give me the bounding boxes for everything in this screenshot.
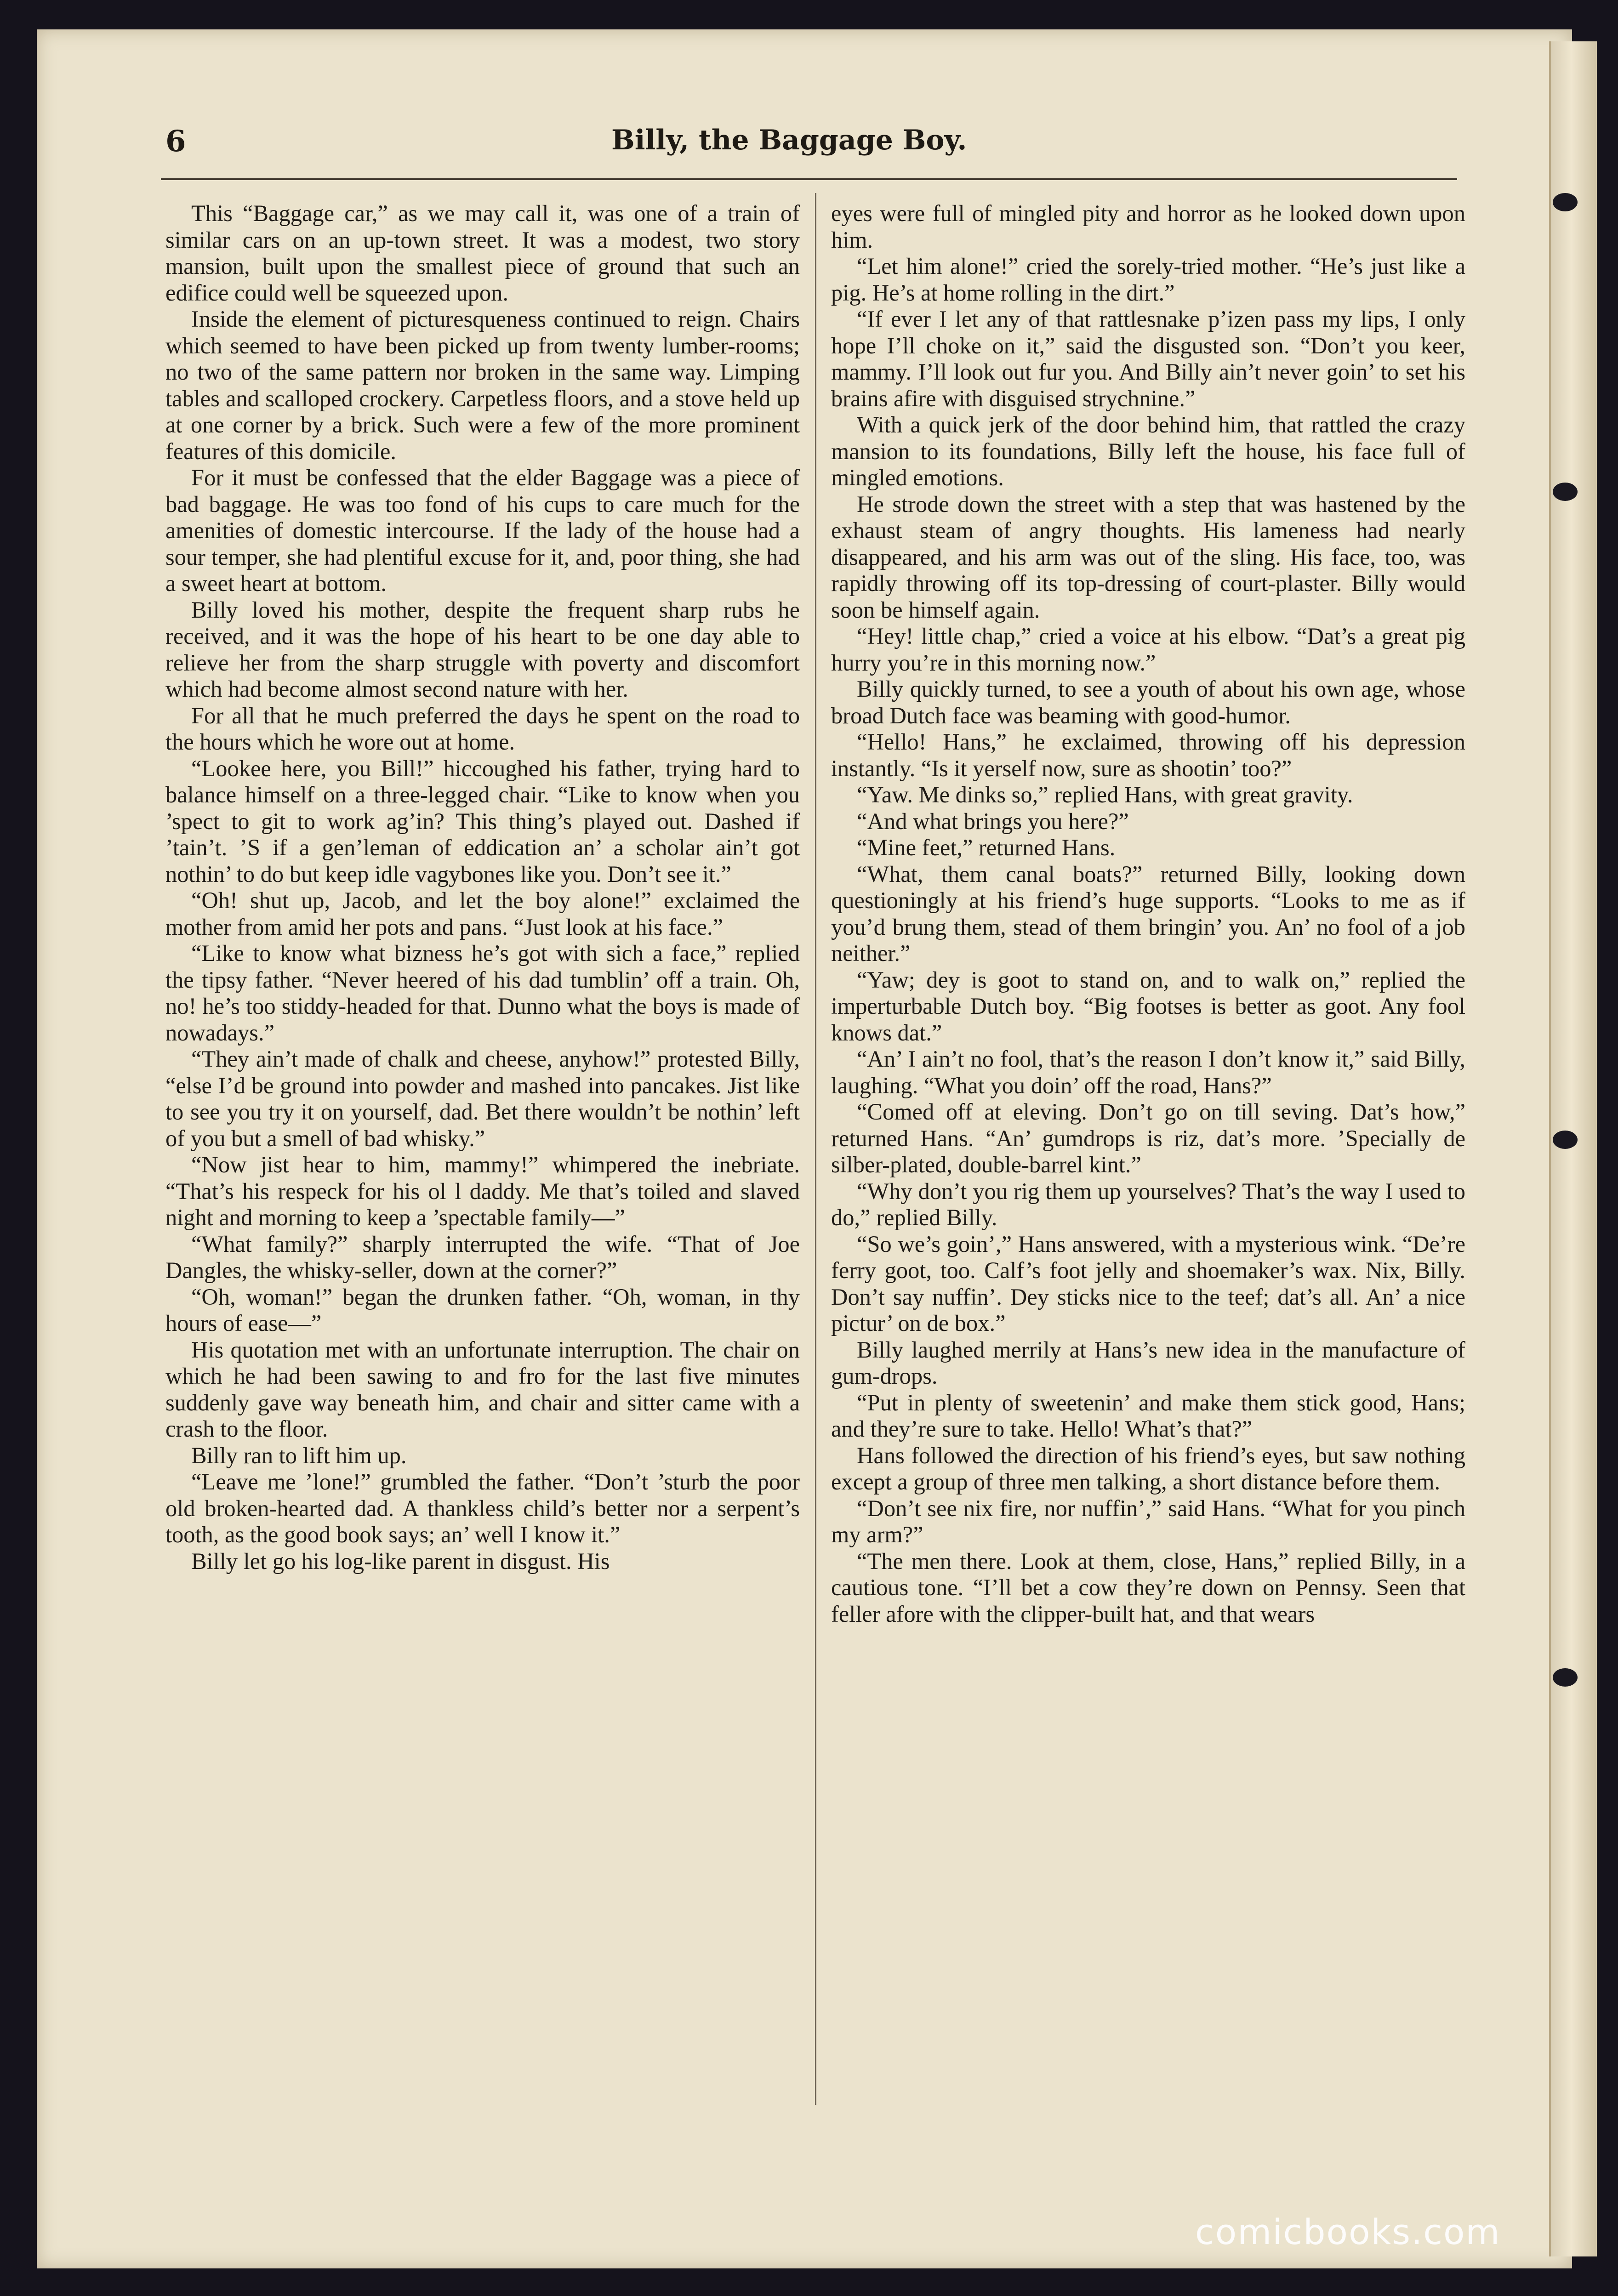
- paragraph: He strode down the street with a step that was hastened by the exhaust steam of angry thoughts. His lameness had nearly disappeared, and his arm was out of the sling. His face, too, was rapidly throwing off its top-dressing of court-plaster. Billy would soon be himself again.: [831, 491, 1465, 623]
- paragraph: eyes were full of mingled pity and horror as he looked down upon him.: [831, 200, 1465, 253]
- paragraph: “Lookee here, you Bill!” hiccoughed his father, trying hard to balance himself on a three-legged chair. “Like to know when you ’spect to git to work ag’in? This thing’s played out. Dashed if ’tain’t. ’S if a gen’leman of eddication an’ a scholar ain’t got nothin’ to do but keep idle vagybones like you. Don’t see it.”: [165, 755, 800, 887]
- paragraph: Billy quickly turned, to see a youth of about his own age, whose broad Dutch face was beaming with good-humor.: [831, 676, 1465, 728]
- paragraph: For it must be confessed that the elder Baggage was a piece of bad baggage. He was too fond of his cups to care much for the amenities of domestic intercourse. If the lady of the house had a sour temper, she had plentiful excuse for it, and, poor thing, she had a sweet heart at bottom.: [165, 465, 800, 596]
- paragraph: Billy let go his log-like parent in disgust. His: [191, 1548, 610, 1574]
- binding-hole: [1553, 483, 1578, 501]
- paragraph: This “Baggage car,” as we may call it, was one of a train of similar cars on an up-town street. It was a modest, two story mansion, built upon the smallest piece of ground that such an edifice could well be squeezed upon.: [165, 200, 800, 306]
- page-number: 6: [165, 124, 186, 159]
- paragraph: “Hey! little chap,” cried a voice at his elbow. “Dat’s a great pig hurry you’re in this morning now.”: [831, 623, 1465, 676]
- paragraph: “Why don’t you rig them up yourselves? That’s the way I used to do,” replied Billy.: [831, 1178, 1465, 1230]
- paragraph: “Let him alone!” cried the sorely-tried mother. “He’s just like a pig. He’s at home rolling in the dirt.”: [831, 253, 1465, 306]
- paragraph: Billy laughed merrily at Hans’s new idea in the manufacture of gum-drops.: [831, 1336, 1465, 1389]
- column-divider: [815, 193, 816, 2105]
- paragraph: “So we’s goin’,” Hans answered, with a mysterious wink. “De’re ferry goot, too. Calf’s foot jelly and shoemaker’s wax. Nix, Billy. Don’t say nuffin’. Dey sticks nice to the teef; dat’s all. An’ a nice pictur’ on de box.”: [831, 1231, 1465, 1336]
- binding-hole: [1553, 193, 1578, 211]
- paragraph: “They ain’t made of chalk and cheese, anyhow!” protested Billy, “else I’d be ground into powder and mashed into pancakes. Jist like to see you try it on yourself, dad. Bet there wouldn’t be nothin’ left of you but a smell of bad whisky.”: [165, 1046, 800, 1151]
- paragraph: “Mine feet,” returned Hans.: [857, 835, 1116, 860]
- paragraph: “And what brings you here?”: [857, 808, 1129, 834]
- paragraph: Inside the element of picturesqueness continued to reign. Chairs which seemed to have been picked up from twenty lumber-rooms; no two of the same pattern nor broken in the same way. Limping tables and scalloped crockery. Carpetless floors, and a stove held up at one corner by a brick. Such were a few of the more prominent features of this domicile.: [165, 306, 800, 464]
- paragraph: “Yaw. Me dinks so,” replied Hans, with great gravity.: [857, 782, 1353, 807]
- paragraph: “What family?” sharply interrupted the wife. “That of Joe Dangles, the whisky-seller, down at the corner?”: [165, 1231, 800, 1283]
- header-rule: [161, 178, 1457, 180]
- paragraph: Billy loved his mother, despite the frequent sharp rubs he received, and it was the hope of his heart to be one day able to relieve her from the sharp struggle with poverty and discomfort which had become almost second nature with her.: [165, 597, 800, 702]
- paragraph: Hans followed the direction of his friend’s eyes, but saw nothing except a group of three men talking, a short distance before them.: [831, 1442, 1465, 1495]
- paragraph: His quotation met with an unfortunate interruption. The chair on which he had been sawing to and fro for the last five minutes suddenly gave way beneath him, and chair and sitter came with a crash to the floor.: [165, 1336, 800, 1442]
- binding-hole: [1553, 1131, 1578, 1149]
- text-column-right: [831, 200, 1465, 2108]
- paragraph: “Don’t see nix fire, nor nuffin’,” said Hans. “What for you pinch my arm?”: [831, 1495, 1465, 1547]
- paragraph: “Put in plenty of sweetenin’ and make them stick good, Hans; and they’re sure to take. Hello! What’s that?”: [831, 1389, 1465, 1442]
- paragraph: “Now jist hear to him, mammy!” whimpered the inebriate. “That’s his respeck for his ol l daddy. Me that’s toiled and slaved night and morning to keep a ’spectable family—”: [165, 1152, 800, 1230]
- paragraph: With a quick jerk of the door behind him, that rattled the crazy mansion to its foundations, Billy left the house, his face full of mingled emotions.: [831, 412, 1465, 490]
- paragraph: For all that he much preferred the days he spent on the road to the hours which he wore out at home.: [165, 702, 800, 755]
- text-column-left: [165, 200, 800, 2108]
- page-spine-edge: [1549, 41, 1597, 2256]
- paragraph: “Comed off at eleving. Don’t go on till seving. Dat’s how,” returned Hans. “An’ gumdrops is riz, dat’s more. ’Specially de silber-plated, double-barrel kint.”: [831, 1099, 1465, 1177]
- paragraph: “The men there. Look at them, close, Hans,” replied Billy, in a cautious tone. “I’ll bet a cow they’re down on Pennsy. Seen that feller afore with the clipper-built hat, and that wears: [831, 1548, 1465, 1627]
- paragraph: Billy ran to lift him up.: [191, 1442, 407, 1468]
- paragraph: “Oh, woman!” began the drunken father. “Oh, woman, in thy hours of ease—”: [165, 1284, 800, 1336]
- watermark: comicbooks.com: [1195, 2211, 1501, 2252]
- paragraph: “What, them canal boats?” returned Billy, looking down questioningly at his friend’s huge supports. “Looks to me as if you’d brung them, stead of them bringin’ you. An’ no fool of a job neither.”: [831, 861, 1465, 966]
- paragraph: “Leave me ’lone!” grumbled the father. “Don’t ’sturb the poor old broken-hearted dad. A thankless child’s better nor a serpent’s tooth, as the good book says; an’ well I know it.”: [165, 1469, 800, 1547]
- running-title: Billy, the Baggage Boy.: [611, 124, 967, 156]
- paragraph: “Like to know what bizness he’s got with sich a face,” replied the tipsy father. “Never heered of his dad tumblin’ off a train. Oh, no! he’s too stiddy-headed for that. Dunno what the boys is made of nowadays.”: [165, 940, 800, 1046]
- paragraph: “If ever I let any of that rattlesnake p’izen pass my lips, I only hope I’ll choke on it,” said the disgusted son. “Don’t you keer, mammy. I’ll look out fur you. And Billy ain’t never goin’ to set his brains afire with disguised strychnine.”: [831, 306, 1465, 411]
- paragraph: “Yaw; dey is goot to stand on, and to walk on,” replied the imperturbable Dutch boy. “Big footses is better as goot. Any fool knows dat.”: [831, 966, 1465, 1046]
- paragraph: “An’ I ain’t no fool, that’s the reason I don’t know it,” said Billy, laughing. “What you doin’ off the road, Hans?”: [831, 1046, 1465, 1098]
- paragraph: “Oh! shut up, Jacob, and let the boy alone!” exclaimed the mother from amid her pots and pans. “Just look at his face.”: [165, 887, 800, 940]
- page-header: [165, 124, 1476, 165]
- paragraph: “Hello! Hans,” he exclaimed, throwing off his depression instantly. “Is it yerself now, sure as shootin’ too?”: [831, 729, 1465, 781]
- binding-hole: [1553, 1668, 1578, 1687]
